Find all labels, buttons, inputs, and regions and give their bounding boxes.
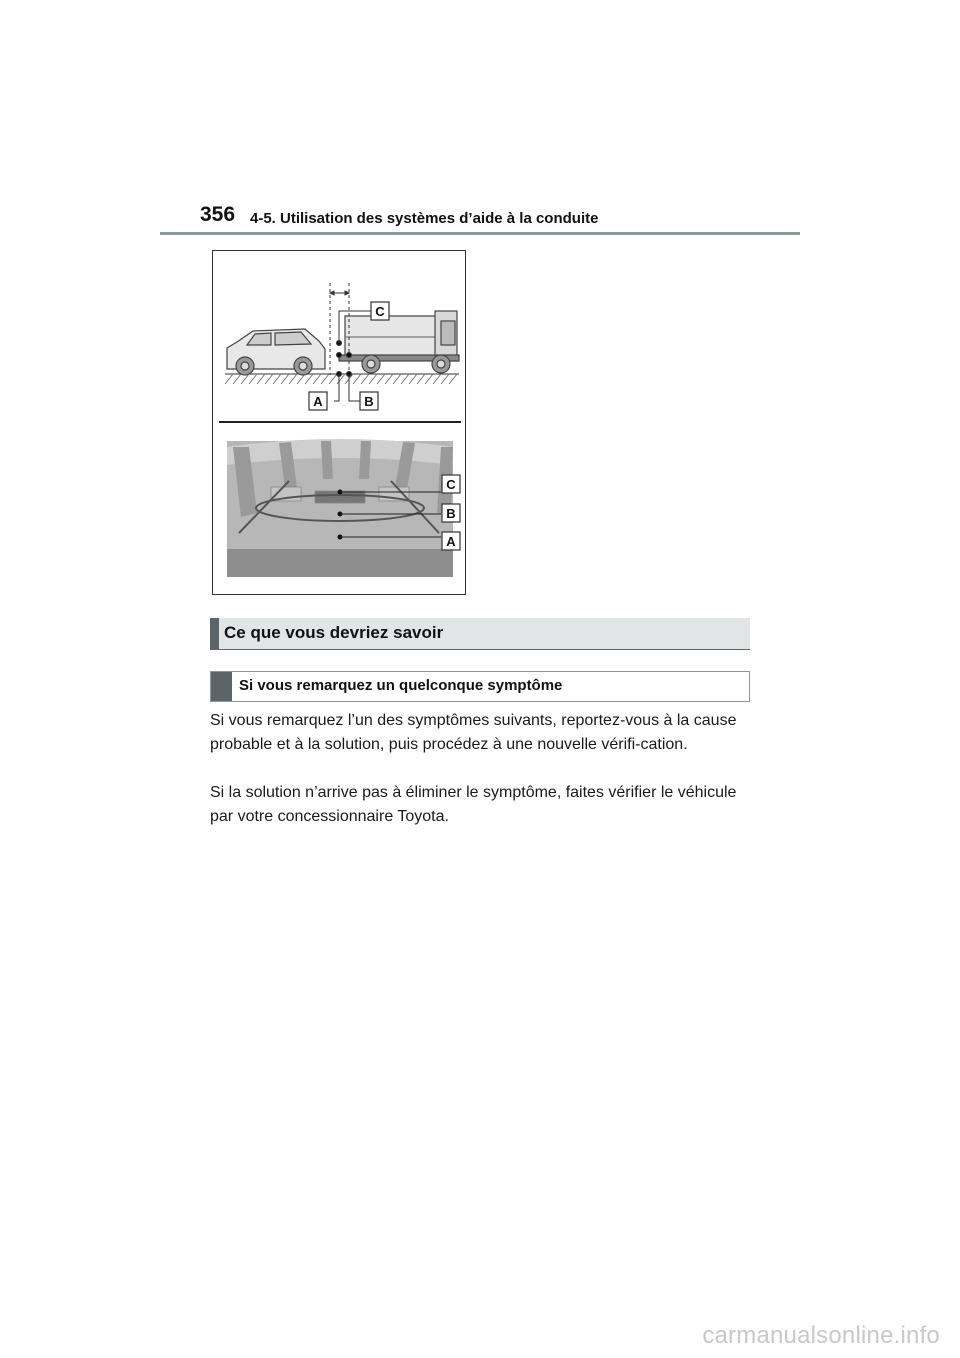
parking-guide-figure: [212, 250, 466, 595]
camera-view: [227, 439, 456, 577]
header-rule: [160, 232, 800, 235]
sub-heading-accent-bar: [211, 672, 232, 701]
sub-heading-title: Si vous remarquez un quelconque symptôme: [239, 677, 563, 694]
sub-heading-box: [210, 671, 750, 702]
truck-silhouette: [339, 311, 459, 373]
info-box-accent-bar: [210, 618, 219, 649]
figure-illustration: [213, 251, 467, 596]
info-box-header: [210, 618, 750, 650]
label-c-top: C: [375, 304, 385, 319]
info-box-title: Ce que vous devriez savoir: [224, 623, 444, 642]
label-b-bottom: B: [446, 506, 456, 521]
page-number: 356: [200, 203, 236, 226]
body-paragraph-2: Si la solution n’arrive pas à éliminer le symptôme, faites vérifier le véhicule par votre concessionnaire Toyota.: [210, 784, 737, 825]
watermark: carmanualsonline.info: [702, 1322, 940, 1349]
label-b-top: B: [364, 394, 374, 409]
label-a-top: A: [313, 394, 323, 409]
label-c-bottom: C: [446, 477, 456, 492]
ground-hatch: [225, 374, 459, 384]
suv-silhouette: [227, 329, 325, 375]
section-title: 4-5. Utilisation des systèmes d’aide à la conduite: [250, 210, 599, 227]
label-a-bottom: A: [446, 534, 456, 549]
body-paragraph-1: Si vous remarquez l’un des symptômes suivants, reportez-vous à la cause probable et à la solution, puis procédez à une nouvelle vérifi-cation.: [210, 712, 737, 753]
